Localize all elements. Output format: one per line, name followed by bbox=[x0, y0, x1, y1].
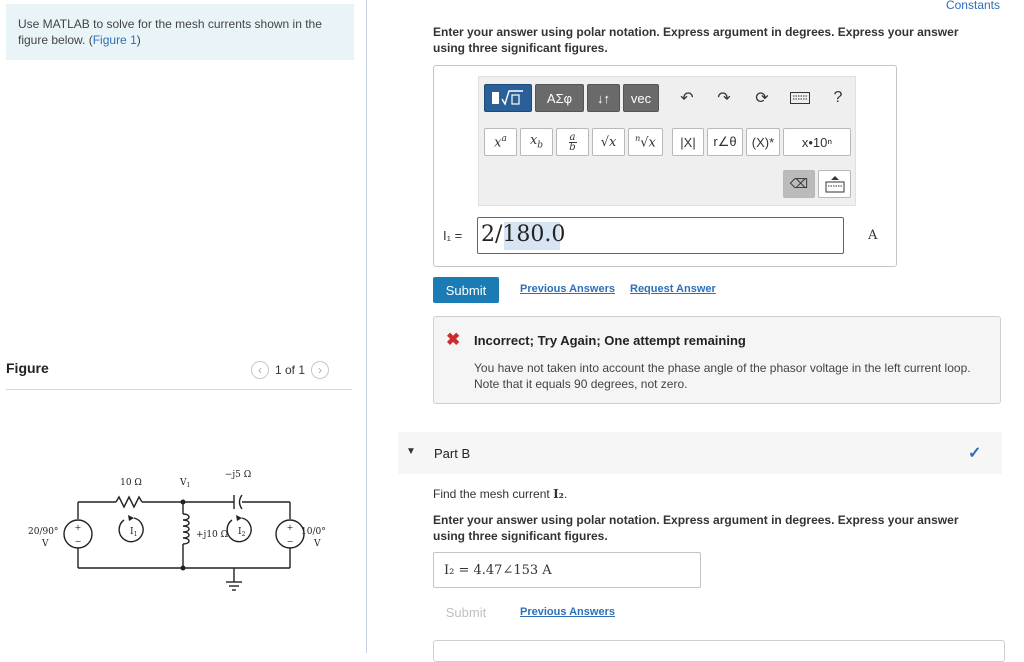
templates-button[interactable] bbox=[484, 84, 532, 112]
capacitor-label: −j5 Ω bbox=[224, 470, 252, 480]
figure-divider bbox=[6, 389, 352, 390]
sci-notation-button[interactable]: x•10ⁿ bbox=[783, 128, 851, 156]
request-answer-link[interactable]: Request Answer bbox=[630, 283, 716, 295]
arrows-button[interactable]: ↓↑ bbox=[587, 84, 620, 112]
vec-button[interactable]: vec bbox=[623, 84, 659, 112]
next-figure-button[interactable]: › bbox=[311, 361, 329, 379]
mesh1-label: $I_1$ bbox=[130, 527, 138, 538]
next-part-box bbox=[433, 640, 1005, 662]
keyboard-toggle-shape bbox=[825, 175, 845, 193]
fraction-button[interactable]: a b bbox=[556, 128, 589, 156]
circuit-diagram bbox=[20, 462, 340, 592]
collapse-icon[interactable]: ▼ bbox=[406, 446, 416, 457]
greek-button[interactable]: ΑΣφ bbox=[535, 84, 584, 112]
sqrt-button[interactable]: √x bbox=[592, 128, 625, 156]
polar-button[interactable]: r∠θ bbox=[707, 128, 743, 156]
panel-divider bbox=[366, 0, 367, 653]
problem-prompt bbox=[6, 4, 354, 60]
abs-button[interactable]: |X| bbox=[672, 128, 704, 156]
instruction-part-b: Enter your answer using polar notation. Express argument in degrees. Express your answer using three significant figures. bbox=[433, 513, 959, 543]
previous-answers-link[interactable]: Previous Answers bbox=[520, 283, 615, 295]
nthroot-button[interactable]: $^n$√x bbox=[628, 128, 663, 156]
answer-value: 2/180.0 bbox=[481, 222, 566, 247]
redo-icon[interactable]: ↷ bbox=[717, 90, 731, 107]
figure-pager bbox=[251, 361, 329, 379]
answer-unit: A bbox=[868, 228, 878, 243]
constants-link[interactable]: Constants bbox=[945, 0, 1000, 12]
answer-label: I₁ = bbox=[443, 228, 463, 243]
source2-value: 10/0° bbox=[301, 527, 326, 537]
node-v1-label: $V_1$ bbox=[180, 478, 191, 489]
resistor-label: 10 Ω bbox=[120, 478, 142, 488]
part-b-question: Find the mesh current I₂. bbox=[433, 487, 568, 501]
prev-figure-button[interactable]: ‹ bbox=[251, 361, 269, 379]
keyboard-icon[interactable] bbox=[787, 84, 813, 112]
problem-text: Use MATLAB to solve for the mesh currents shown in the figure below. (Figure 1) bbox=[18, 17, 322, 47]
svg-text:+: + bbox=[74, 523, 82, 532]
source2-unit: V bbox=[314, 539, 321, 549]
feedback-title: Incorrect; Try Again; One attempt remaining bbox=[474, 333, 746, 348]
reset-icon[interactable]: ⟳ bbox=[755, 90, 769, 107]
source1-unit: V bbox=[42, 539, 49, 549]
check-icon: ✓ bbox=[968, 445, 982, 462]
answer2-value: I₂ = 4.47∠153 A bbox=[444, 563, 552, 578]
svg-text:−: − bbox=[74, 537, 82, 546]
undo-icon[interactable]: ↶ bbox=[680, 90, 694, 107]
help-icon[interactable]: ? bbox=[833, 89, 843, 106]
keyboard-shape bbox=[790, 92, 810, 104]
mesh2-label: $I_2$ bbox=[238, 527, 246, 538]
templates-icon bbox=[490, 89, 526, 107]
source1-value: 20/90° bbox=[28, 527, 59, 537]
submit-disabled-button: Submit bbox=[445, 604, 487, 620]
feedback-body: You have not taken into account the phase angle of the phasor voltage in the left current loop. Note that it equals 90 degrees, not zero. bbox=[474, 361, 971, 391]
part-b-title: Part B bbox=[434, 446, 471, 461]
incorrect-icon: ✖ bbox=[446, 330, 461, 349]
figure-link[interactable]: Figure 1 bbox=[92, 33, 137, 47]
svg-text:−: − bbox=[286, 537, 294, 546]
subscript-button[interactable]: $x_b$ bbox=[520, 128, 553, 156]
pager-text: 1 of 1 bbox=[275, 363, 306, 377]
conjugate-button[interactable]: (X)* bbox=[746, 128, 780, 156]
previous-answers-b-link[interactable]: Previous Answers bbox=[520, 606, 615, 618]
inductor-label: +j10 Ω bbox=[196, 530, 229, 540]
backspace-icon[interactable]: ⌫ bbox=[783, 170, 815, 198]
submit-button[interactable]: Submit bbox=[433, 277, 499, 303]
part-b-header[interactable] bbox=[398, 432, 1002, 474]
svg-text:+: + bbox=[286, 523, 294, 532]
power-button[interactable]: $x^a$ bbox=[484, 128, 517, 156]
instruction-part-a: Enter your answer using polar notation. Express argument in degrees. Express your answer using three significant figures. bbox=[433, 25, 959, 55]
figure-title: Figure bbox=[6, 360, 49, 376]
keyboard-toggle-icon[interactable] bbox=[818, 170, 851, 198]
